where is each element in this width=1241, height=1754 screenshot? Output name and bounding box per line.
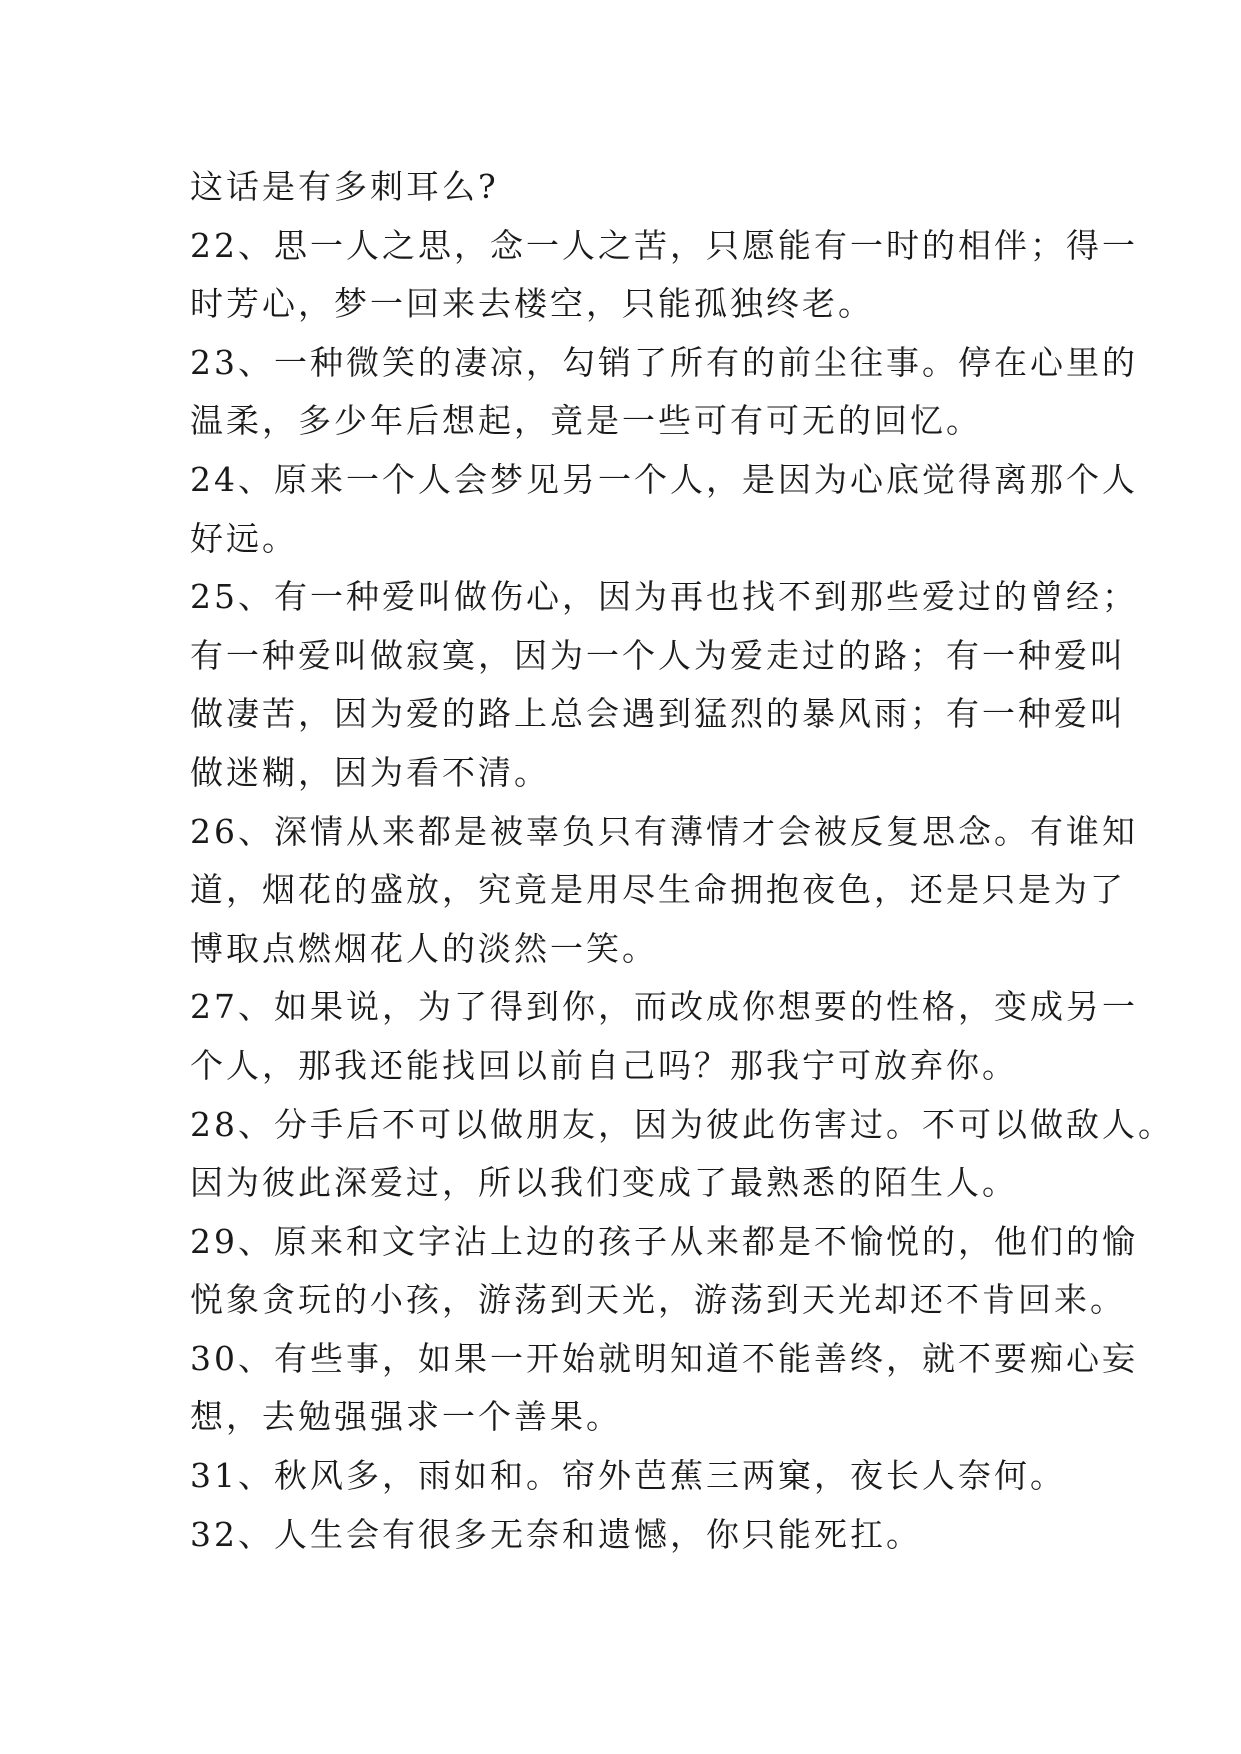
text-line: 29、原来和文字沾上边的孩子从来都是不愉悦的，他们的愉 [190,1221,1138,1261]
text-line: 博取点燃烟花人的淡然一笑。 [190,928,658,968]
text-line: 有一种爱叫做寂寞，因为一个人为爱走过的路；有一种爱叫 [190,635,1126,675]
text-line: 25、有一种爱叫做伤心，因为再也找不到那些爱过的曾经； [190,577,1138,617]
text-line: 这话是有多刺耳么? [190,167,499,206]
text-line: 31、秋风多，雨如和。帘外芭蕉三两窠，夜长人奈何。 [190,1456,1066,1496]
text-line: 28、分手后不可以做朋友，因为彼此伤害过。不可以做敌人。 [190,1104,1174,1144]
text-line: 悦象贪玩的小孩，游荡到天光，游荡到天光却还不肯回来。 [190,1280,1126,1320]
text-line: 温柔，多少年后想起，竟是一些可有可无的回忆。 [190,401,982,441]
text-line: 个人，那我还能找回以前自己吗？那我宁可放弃你。 [190,1045,1018,1085]
text-line: 26、深情从来都是被辜负只有薄情才会被反复思念。有谁知 [190,811,1138,851]
text-line: 做迷糊，因为看不清。 [190,752,550,792]
text-line: 时芳心，梦一回来去楼空，只能孤独终老。 [190,284,874,324]
text-line: 好远。 [190,518,298,558]
text-line: 32、人生会有很多无奈和遗憾，你只能死扛。 [190,1514,922,1554]
text-line: 24、原来一个人会梦见另一个人，是因为心底觉得离那个人 [190,459,1138,499]
text-line: 道，烟花的盛放，究竟是用尽生命拥抱夜色，还是只是为了 [190,870,1126,910]
text-line: 做凄苦，因为爱的路上总会遇到猛烈的暴风雨；有一种爱叫 [190,694,1126,734]
text-line: 想，去勉强强求一个善果。 [190,1397,622,1437]
text-line: 27、如果说，为了得到你，而改成你想要的性格，变成另一 [190,987,1138,1027]
text-line: 22、思一人之思，念一人之苦，只愿能有一时的相伴；得一 [190,225,1138,265]
text-line: 23、一种微笑的凄凉，勾销了所有的前尘往事。停在心里的 [190,342,1138,382]
text-line: 因为彼此深爱过，所以我们变成了最熟悉的陌生人。 [190,1163,1018,1203]
text-line: 30、有些事，如果一开始就明知道不能善终，就不要痴心妄 [190,1338,1138,1378]
body-text [190,158,1174,1564]
